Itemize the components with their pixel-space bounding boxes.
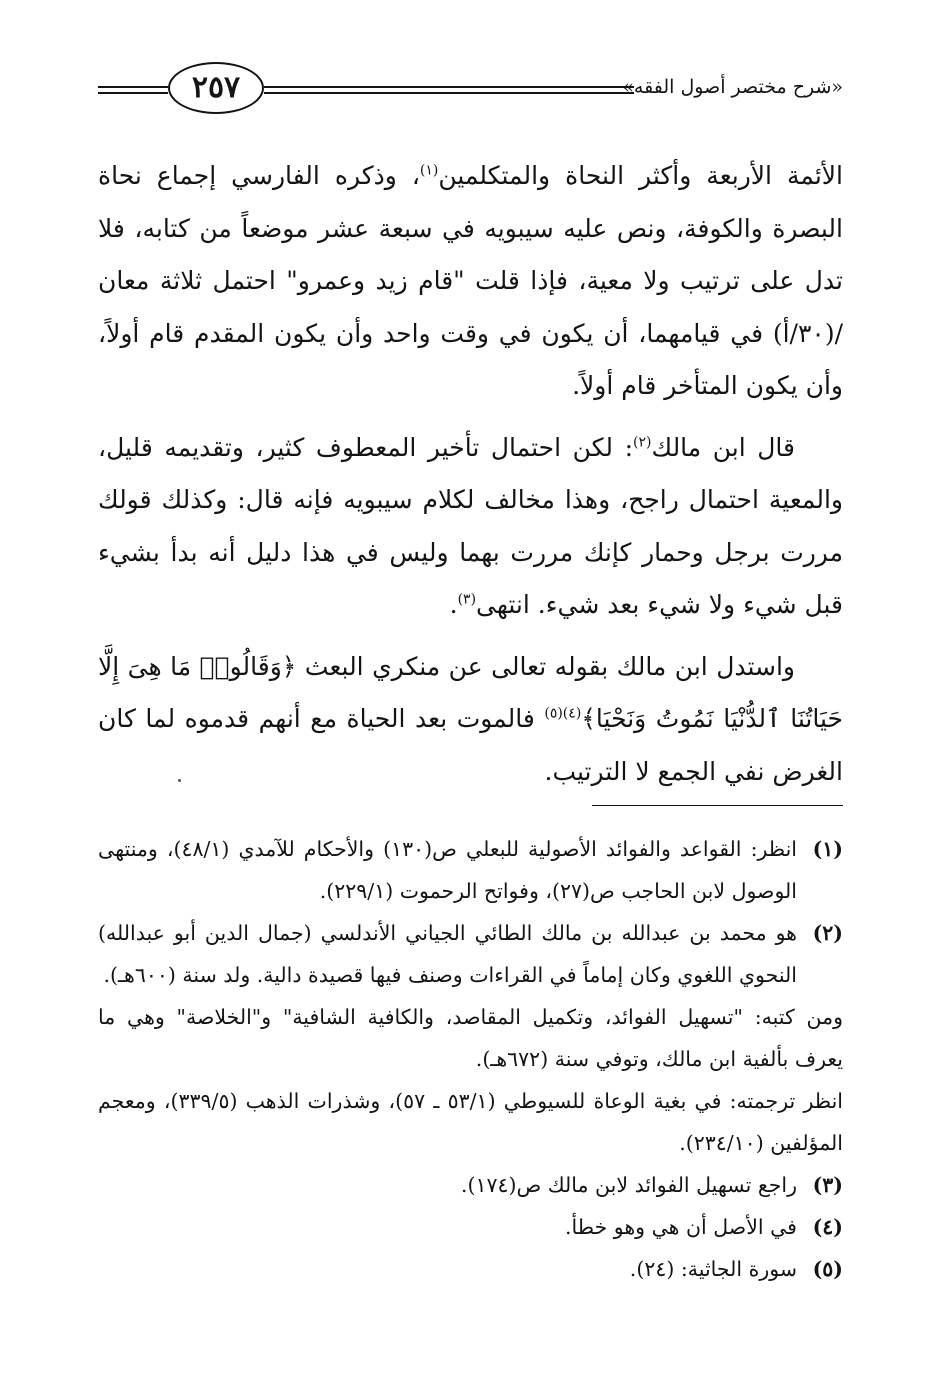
- footnote-marker: (٢): [633, 434, 652, 451]
- header-rule: [98, 86, 168, 88]
- paragraph: [98, 422, 843, 632]
- paragraph-text: .: [449, 590, 458, 619]
- footnotes: [98, 828, 843, 1290]
- page-header: [98, 62, 843, 122]
- print-speck: [178, 779, 181, 782]
- footnote-text: راجع تسهيل الفوائد لابن مالك ص(١٧٤).: [460, 1173, 797, 1197]
- footnote-text: سورة الجاثية: (٢٤).: [629, 1257, 797, 1281]
- paragraph-text: ، وذكره الفارسي إجماع نحاة البصرة والكوفة، ونص عليه سيبويه في سبعة عشر موضعاً من كتابه، فلا تدل على ترتيب ولا معية، فإذا قلت "قام زيد وعمرو" احتمل ثلاثة معان /(٣٠/أ) في قيامهما، أن يكون في وقت واحد وأن يكون المقدم قام أولاً، وأن يكون المتأخر قام أولاً.: [98, 161, 843, 400]
- footnote-item: [98, 1206, 843, 1248]
- footnote-marker: (٤)(٥): [544, 705, 582, 722]
- book-title: «شرح مختصر أصول الفقه»: [622, 76, 843, 98]
- footnote-number: (١): [812, 837, 843, 861]
- footnote-text: انظر ترجمته: في بغية الوعاة للسيوطي (٥٣/١ ـ ٥٧)، وشذرات الذهب (٣٣٩/٥)، ومعجم المؤلفين (٢٣٤/١٠).: [98, 1089, 843, 1155]
- footnote-marker: (٣): [457, 591, 477, 608]
- quran-verse: ﴿وَقَالُوا۟ مَا هِىَ إِلَّا حَيَاتُنَا ٱلدُّنْيَا نَمُوتُ وَنَحْيَا﴾: [98, 651, 843, 733]
- header-rule: [264, 86, 634, 88]
- footnote-item: [98, 1248, 843, 1290]
- footnote-continuation: [98, 1080, 843, 1164]
- footnote-text: في الأصل أن هي وهو خطأ.: [565, 1215, 797, 1239]
- footnote-text: ومن كتبه: "تسهيل الفوائد، وتكميل المقاصد، والكافية الشافية" و"الخلاصة" وهي ما يعرف بألفية ابن مالك، وتوفي سنة (٦٧٢هـ).: [98, 1005, 843, 1071]
- footnote-text: انظر: القواعد والفوائد الأصولية للبعلي ص(١٣٠) والأحكام للآمدي (٤٨/١)، ومنتهى الوصول لابن الحاجب ص(٢٧)، وفواتح الرحموت (٢٢٩/١).: [98, 837, 797, 903]
- footnote-text: هو محمد بن عبدالله بن مالك الطائي الجياني الأندلسي (جمال الدين أبو عبدالله) النحوي اللغوي وكان إماماً في القراءات وصنف فيها قصيدة دالية. ولد سنة (٦٠٠هـ).: [98, 921, 797, 987]
- footnote-number: (٢): [812, 921, 843, 945]
- paragraph-text: فالموت بعد الحياة مع أنهم قدموه لما كان الغرض نفي الجمع لا الترتيب.: [98, 704, 843, 786]
- footnote-number: (٤): [812, 1215, 843, 1239]
- main-text: [98, 150, 843, 798]
- footnote-item: [98, 912, 843, 996]
- footnote-item: [98, 1164, 843, 1206]
- footnote-number: (٣): [812, 1173, 843, 1197]
- paragraph: [98, 150, 843, 413]
- paragraph-text: واستدل ابن مالك بقوله تعالى عن منكري البعث: [296, 651, 795, 681]
- paragraph-text: : لكن احتمال تأخير المعطوف كثير، وتقديمه قليل، والمعية احتمال راجح، وهذا مخالف لكلام سيبويه فإنه قال: وكذلك قولك مررت برجل وحمار كإنك مررت بهما وليس في هذا دليل أنه بدأ بشيء قبل شيء ولا شيء بعد شيء. انتهى: [98, 432, 843, 619]
- footnote-number: (٥): [812, 1257, 843, 1281]
- paragraph-text: الأئمة الأربعة وأكثر النحاة والمتكلمين: [438, 161, 843, 190]
- paragraph: [98, 641, 843, 799]
- footnote-item: [98, 828, 843, 912]
- footnote-marker: (١): [419, 162, 439, 179]
- header-rule: [98, 92, 168, 94]
- page-number: ٢٥٧: [168, 62, 264, 114]
- footnote-continuation: [98, 996, 843, 1080]
- header-rule: [264, 92, 634, 94]
- footnote-separator: [592, 805, 843, 806]
- paragraph-text: قال ابن مالك: [651, 432, 795, 462]
